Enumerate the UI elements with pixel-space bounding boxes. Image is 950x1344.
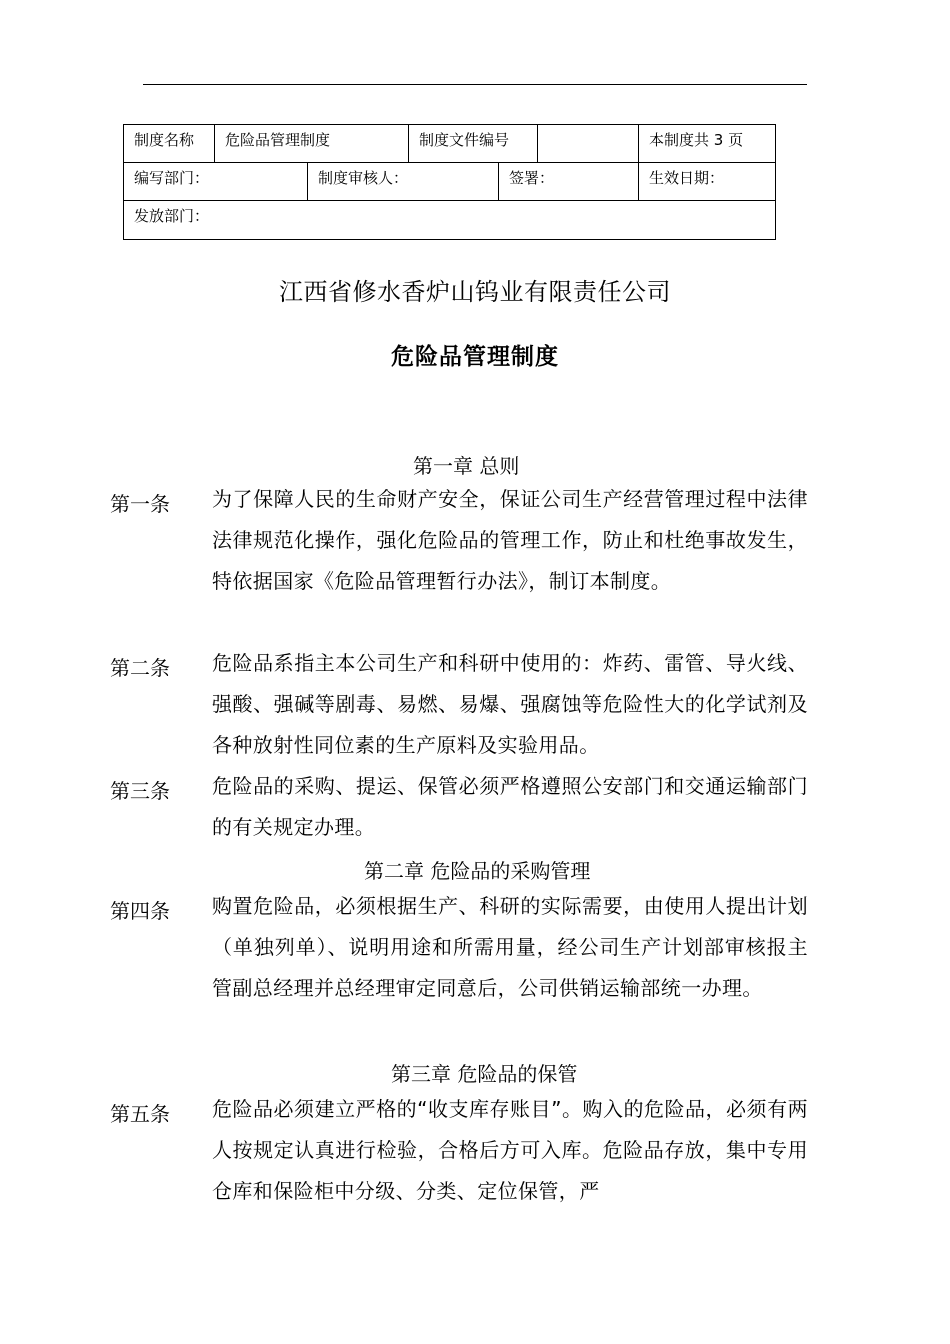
article-text: 为了保障人民的生命财产安全，保证公司生产经营管理过程中法律法律规范化操作，强化危险品的管理工作，防止和杜绝事故发生，特依据国家《危险品管理暂行办法》，制订本制度。 bbox=[212, 487, 808, 593]
chapter-heading: 第二章 危险品的采购管理 bbox=[364, 859, 591, 883]
dept-label: 编写部门： bbox=[124, 163, 308, 200]
company-name: 江西省修水香炉山钨业有限责任公司 bbox=[279, 278, 671, 306]
page-count: 本制度共 3 页 bbox=[649, 131, 744, 149]
name-value: 危险品管理制度 bbox=[215, 125, 409, 162]
sign-label: 签署： bbox=[499, 163, 639, 200]
article-number: 第二条 bbox=[110, 656, 170, 680]
article-number: 第一条 bbox=[110, 492, 170, 516]
reviewer-label: 制度审核人： bbox=[308, 163, 499, 200]
chapter-heading: 第一章 总则 bbox=[413, 454, 520, 478]
header-rule bbox=[143, 84, 807, 85]
article-text: 购置危险品，必须根据生产、科研的实际需要，由使用人提出计划（单独列单）、说明用途和所需用量，经公司生产计划部审核报主管副总经理并总经理审定同意后，公司供销运输部统一办理。 bbox=[212, 894, 808, 1000]
article-number: 第三条 bbox=[110, 779, 170, 803]
info-row-2 bbox=[124, 163, 775, 201]
file-no-label: 制度文件编号 bbox=[409, 125, 538, 162]
file-no-value bbox=[538, 125, 639, 162]
article-text: 危险品的采购、提运、保管必须严格遵照公安部门和交通运输部门的有关规定办理。 bbox=[212, 774, 808, 839]
effective-date-label: 生效日期： bbox=[649, 169, 725, 187]
document-info-table bbox=[123, 124, 776, 240]
chapter-heading: 第三章 危险品的保管 bbox=[391, 1062, 578, 1086]
article-text: 危险品必须建立严格的“收支库存账目”。购入的危险品，必须有两人按规定认真进行检验，合格后方可入库。危险品存放，集中专用仓库和保险柜中分级、分类、定位保管，严 bbox=[212, 1097, 808, 1203]
article-number: 第四条 bbox=[110, 899, 170, 923]
article-number: 第五条 bbox=[110, 1102, 170, 1126]
info-row-1 bbox=[124, 125, 775, 163]
article-text: 危险品系指主本公司生产和科研中使用的：炸药、雷管、导火线、强酸、强碱等剧毒、易燃、易爆、强腐蚀等危险性大的化学试剂及各种放射性同位素的生产原料及实验用品。 bbox=[212, 651, 808, 757]
issue-dept-label: 发放部门： bbox=[134, 207, 210, 225]
document-title: 危险品管理制度 bbox=[391, 344, 559, 370]
name-label: 制度名称 bbox=[124, 125, 215, 162]
info-row-3 bbox=[124, 201, 775, 239]
